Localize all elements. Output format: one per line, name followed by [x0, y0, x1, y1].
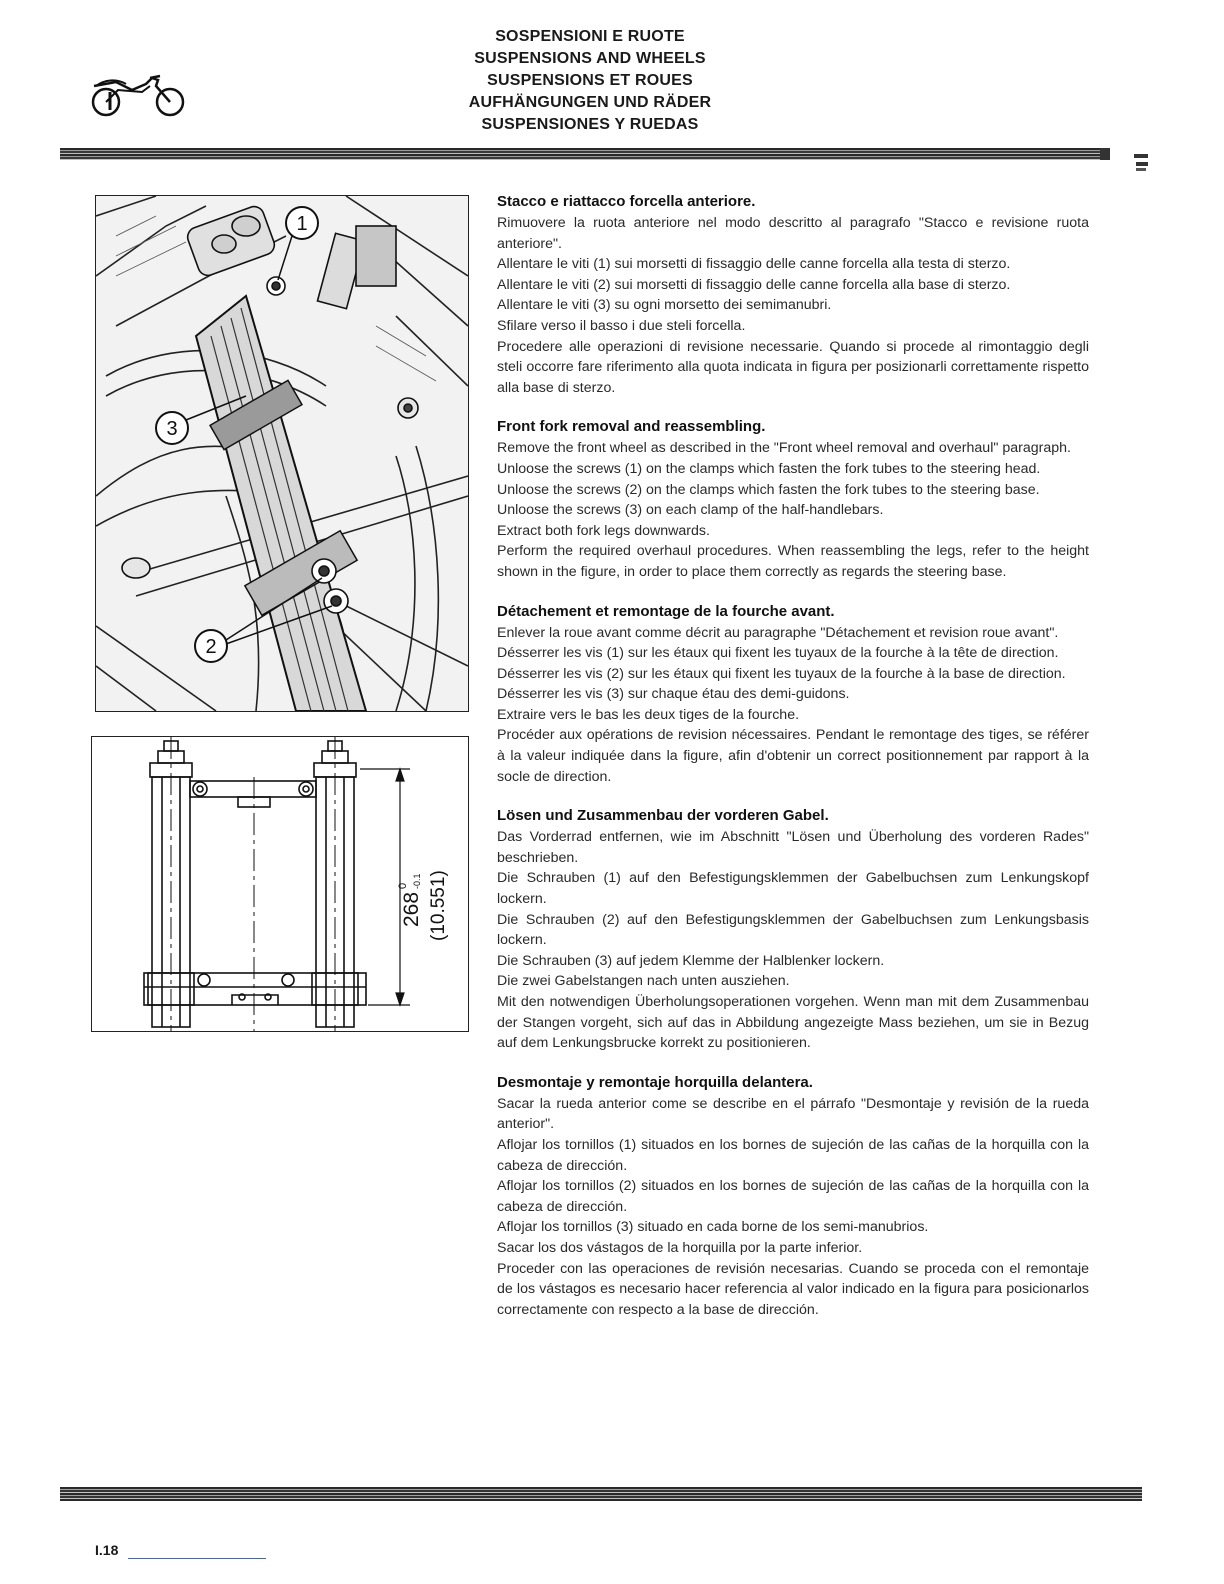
paragraph: Désserrer les vis (3) sur chaque étau des demi-guidons.	[497, 686, 850, 703]
section-german	[497, 806, 1089, 1054]
paragraph: Aflojar los tornillos (2) situados en los bornes de sujeción de las cañas de la horquilla con la cabeza de dirección.	[497, 1178, 1089, 1215]
dimension-value: 268	[400, 891, 423, 927]
page-number-underline	[128, 1558, 266, 1559]
title-english: SUSPENSIONS AND WHEELS	[474, 50, 706, 67]
paragraph: Aflojar los tornillos (1) situados en los bornes de sujeción de las cañas de la horquilla con la cabeza de dirección.	[497, 1136, 1089, 1174]
section-english	[497, 417, 1089, 582]
motorcycle-icon	[86, 70, 190, 120]
paragraph: Die zwei Gabelstangen nach unten ausziehen.	[497, 973, 790, 990]
paragraph: Die Schrauben (3) auf jedem Klemme der Halblenker lockern.	[497, 952, 885, 969]
paragraph: Unloose the screws (3) on each clamp of the half-handlebars.	[497, 502, 884, 519]
paragraph: Rimuovere la ruota anteriore nel modo descritto al paragrafo "Stacco e revisione ruota anteriore".	[497, 215, 1089, 252]
section-heading: Lösen und Zusammenbau der vorderen Gabel.	[497, 807, 829, 825]
page-header-titles	[440, 26, 740, 136]
section-spanish	[497, 1073, 1089, 1321]
callout-2-label: 2	[205, 636, 217, 658]
paragraph: Désserrer les vis (1) sur les étaux qui fixent les tuyaux de la fourche à la tête de direction.	[497, 645, 1059, 662]
section-french	[497, 602, 1089, 788]
paragraph: Procedere alle operazioni di revisione necessarie. Quando si procede al rimontaggio degli steli occorre fare riferimento alla quota indicata in figura per posizionarli correttamente rispetto alla base di sterzo.	[497, 338, 1089, 396]
paragraph: Die Schrauben (2) auf den Befestigungsklemmen der Gabelbuchsen zum Lenkungsbasis lockern.	[497, 911, 1089, 949]
paragraph: Sacar los dos vástagos de la horquilla por la parte inferior.	[497, 1239, 863, 1256]
paragraph: Désserrer les vis (2) sur les étaux qui fixent les tuyaux de la fourche à la base de direction.	[497, 665, 1066, 682]
paragraph: Unloose the screws (1) on the clamps which fasten the fork tubes to the steering head.	[497, 460, 1041, 477]
title-french: SUSPENSIONS ET ROUES	[487, 72, 693, 89]
paragraph: Allentare le viti (1) sui morsetti di fissaggio delle canne forcella alla testa di sterzo.	[497, 256, 1011, 273]
section-heading: Détachement et remontage de la fourche avant.	[497, 602, 835, 620]
paragraph: Die Schrauben (1) auf den Befestigungsklemmen der Gabelbuchsen zum Lenkungskopf lockern.	[497, 870, 1089, 908]
section-italian	[497, 192, 1089, 398]
paragraph: Sacar la rueda anterior come se describe en el párrafo "Desmontaje y revisión de la rueda anterior".	[497, 1095, 1089, 1133]
paragraph: Proceder con las operaciones de revisión necesarias. Cuando se proceda con el remontaje de los vástagos es necesario hacer referencia al valor indicado en la figura para posicionarlos correctamente con respecto a la base de dirección.	[497, 1260, 1089, 1318]
dimension-inches: (10.551)	[428, 870, 449, 941]
paragraph: Das Vorderrad entfernen, wie im Abschnitt "Lösen und Überholung des vorderen Rades" beschrieben.	[497, 829, 1089, 866]
title-german: AUFHÄNGUNGEN UND RÄDER	[468, 94, 712, 111]
title-spanish: SUSPENSIONES Y RUEDAS	[481, 116, 699, 133]
section-heading: Desmontaje y remontaje horquilla delantera.	[497, 1073, 813, 1091]
paragraph: Enlever la roue avant comme décrit au paragraphe "Détachement et revision roue avant".	[497, 624, 1059, 641]
footer-divider	[60, 1487, 1142, 1501]
instructions-column	[497, 192, 1089, 1339]
header-divider	[60, 148, 1100, 160]
paragraph: Aflojar los tornillos (3) situado en cada borne de los semi-manubrios.	[497, 1219, 929, 1236]
page-number: I.18	[95, 1542, 119, 1558]
paragraph: Unloose the screws (2) on the clamps which fasten the fork tubes to the steering base.	[497, 481, 1040, 498]
fork-dimension-drawing	[91, 736, 469, 1032]
divider-ornament	[1100, 146, 1160, 186]
callout-1-label: 1	[296, 213, 308, 235]
callout-3-label: 3	[166, 418, 178, 440]
front-fork-photo-icon	[96, 196, 468, 711]
paragraph: Sfilare verso il basso i due steli forcella.	[497, 317, 746, 334]
dimension-tolerance-top: 0	[397, 882, 409, 889]
fork-photo-figure	[95, 195, 469, 712]
paragraph: Allentare le viti (2) sui morsetti di fissaggio delle canne forcella alla base di sterzo.	[497, 276, 1011, 293]
title-italian: SOSPENSIONI E RUOTE	[495, 28, 685, 45]
paragraph: Extract both fork legs downwards.	[497, 522, 710, 539]
paragraph: Extraire vers le bas les deux tiges de la fourche.	[497, 706, 800, 723]
paragraph: Mit den notwendigen Überholungsoperationen vorgehen. Wenn man mit dem Zusammenbau der Stangen vorgeht, sich auf das in Abbildung angezeigte Mass beziehen, um sie in Bezug auf dem Lenkungsbrucke korrekt zu positionieren.	[497, 994, 1089, 1052]
dimension-tolerance-bottom: -0.1	[412, 873, 422, 889]
paragraph: Perform the required overhaul procedures. When reassembling the legs, refer to the height shown in the figure, in order to place them correctly as regards the steering base.	[497, 543, 1089, 580]
fork-legs-drawing-icon	[92, 737, 468, 1031]
paragraph: Allentare le viti (3) su ogni morsetto dei semimanubri.	[497, 297, 832, 314]
paragraph: Remove the front wheel as described in the "Front wheel removal and overhaul" paragraph.	[497, 440, 1071, 457]
paragraph: Procéder aux opérations de revision nécessaires. Pendant le remontage des tiges, se référer à la valeur indiquée dans la figure, afin d'obtenir un correct positionnement par rapport à la socle de direction.	[497, 727, 1089, 785]
section-heading: Front fork removal and reassembling.	[497, 418, 766, 436]
section-heading: Stacco e riattacco forcella anteriore.	[497, 193, 756, 210]
